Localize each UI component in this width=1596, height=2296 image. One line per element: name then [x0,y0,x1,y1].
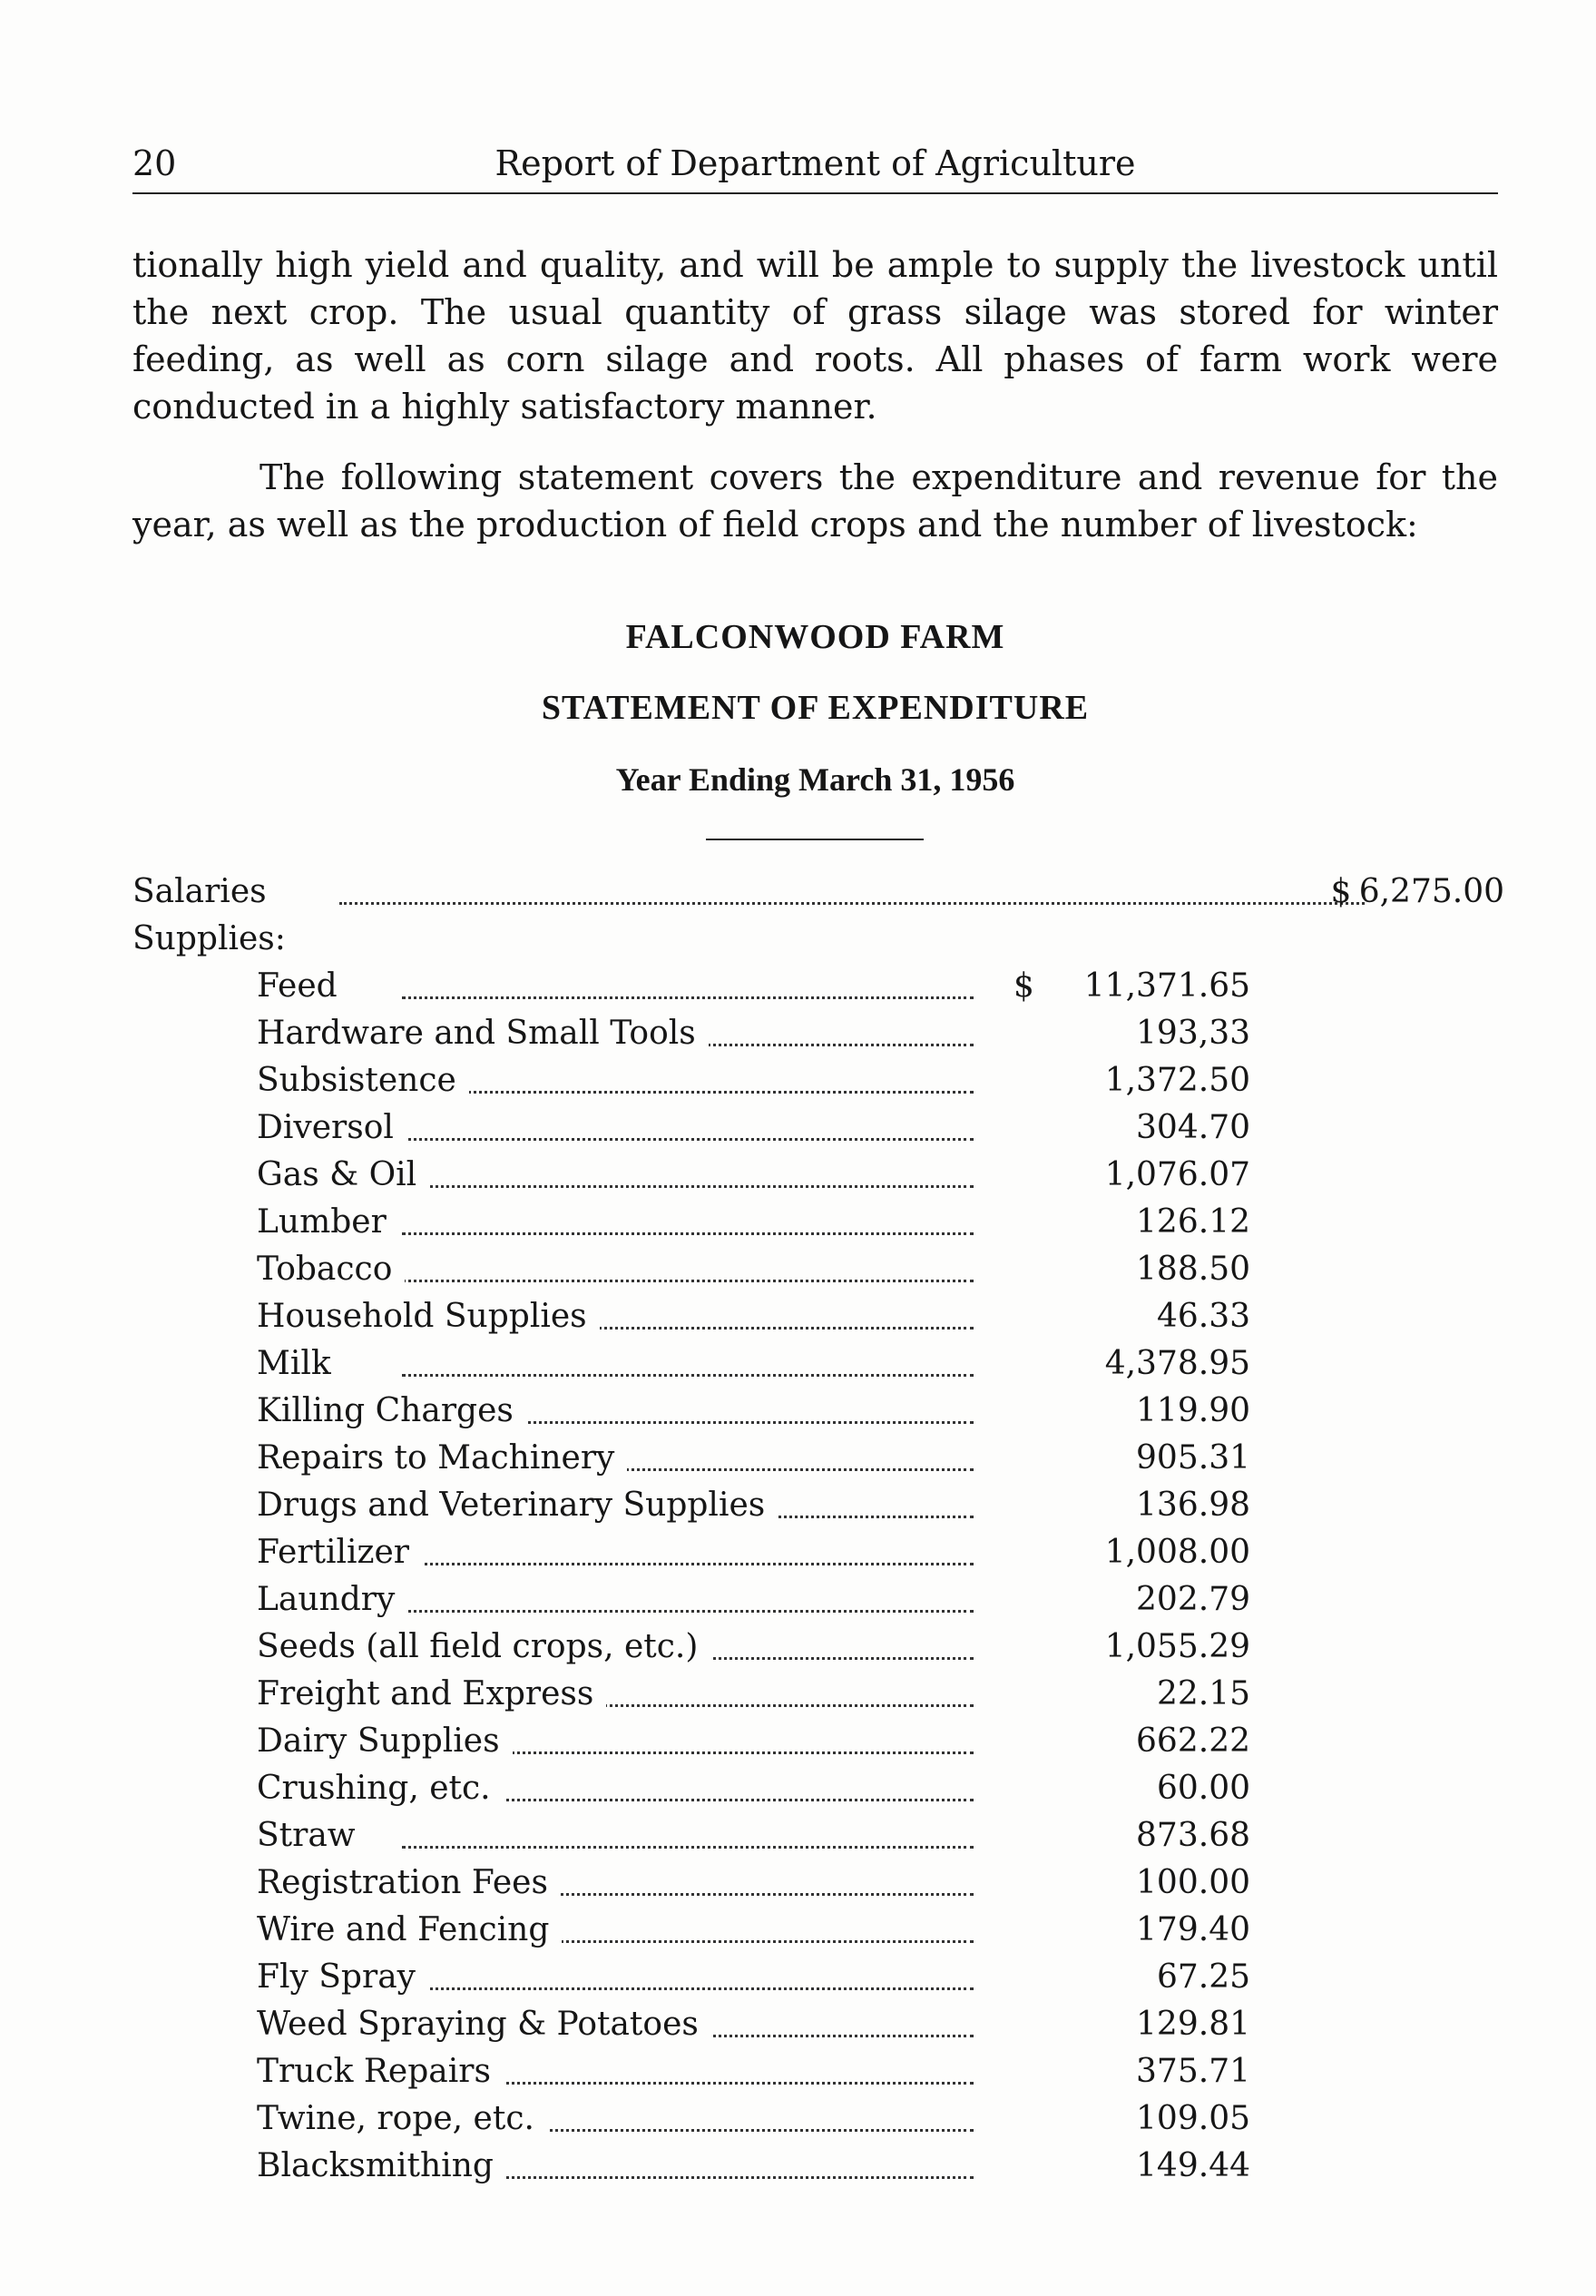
expenditure-row [257,2147,1250,2194]
expenditure-row [257,1770,1250,1817]
expenditure-row [257,2053,1250,2100]
expenditure-amount: 149.44 [1136,2147,1250,2184]
page-number: 20 [132,143,177,183]
dot-leader [402,1846,974,1849]
supplies-list [257,967,1250,2194]
expenditure-amount: 4,378.95 [1104,1345,1250,1382]
expenditure-amount: 188.50 [1136,1251,1250,1288]
expenditure-amount: 126.12 [1136,1203,1250,1241]
expenditure-amount: 1,008.00 [1104,1534,1250,1571]
expenditure-row [257,1534,1250,1581]
expenditure-row [257,1487,1250,1534]
expenditure-amount: 202.79 [1136,1581,1250,1618]
expenditure-amount: 304.70 [1136,1109,1250,1146]
expenditure-row [257,1015,1250,1062]
expenditure-amount: 129.81 [1136,2006,1250,2043]
dot-leader [402,1232,974,1235]
expenditure-amount: 179.40 [1136,1911,1250,1948]
expenditure-amount: 22.15 [1156,1675,1250,1712]
expenditure-row [257,1156,1250,1203]
expenditure-label: Freight and Express [257,1675,606,1712]
body-paragraph-2: The following statement covers the expenditure and revenue for the year, as well as the production of field crops and the number of livestock: [132,457,1498,545]
expenditure-label: Laundry [257,1581,407,1618]
dot-leader [402,1185,974,1188]
expenditure-row [257,1864,1250,1911]
expenditure-label: Tobacco [257,1251,405,1288]
expenditure-amount: 119.90 [1136,1392,1250,1429]
currency-sign: $ [1013,967,1034,1005]
expenditure-label: Household Supplies [257,1298,600,1335]
expenditure-label: Drugs and Veterinary Supplies [257,1487,778,1524]
expenditure-amount: 11,371.65 [1083,967,1250,1005]
dot-leader [402,1280,974,1282]
expenditure-row [257,1345,1250,1392]
expenditure-amount: 193,33 [1136,1015,1250,1052]
expenditure-amount: 67.25 [1156,1958,1250,1996]
expenditure-label: Blacksmithing [257,2147,506,2184]
expenditure-row [257,1675,1250,1722]
expenditure-amount: 1,372.50 [1104,1062,1250,1099]
expenditure-label: Killing Charges [257,1392,526,1429]
page-header [132,138,1498,194]
expenditure-label: Lumber [257,1203,399,1241]
expenditure-row [257,1628,1250,1675]
supplies-label: Supplies: [132,920,286,957]
heading-rule [706,839,924,840]
expenditure-label: Truck Repairs [257,2053,504,2090]
expenditure-amount: 136.98 [1136,1487,1250,1524]
expenditure-label: Weed Spraying & Potatoes [257,2006,711,2043]
expenditure-row [257,1817,1250,1864]
expenditure-label: Milk [257,1345,344,1382]
expenditure-amount: 1,076.07 [1104,1156,1250,1193]
statement-period: Year Ending March 31, 1956 [615,761,1015,798]
expenditure-amount: 109.05 [1136,2100,1250,2137]
salaries-label: Salaries [132,873,267,910]
expenditure-row [257,1251,1250,1298]
expenditure-row [257,1439,1250,1487]
expenditure-amount: 46.33 [1156,1298,1250,1335]
farm-name-heading: FALCONWOOD FARM [625,618,1005,656]
expenditure-row [257,1958,1250,2006]
expenditure-row [257,1722,1250,1770]
expenditure-label: Gas & Oil [257,1156,429,1193]
expenditure-label: Repairs to Machinery [257,1439,627,1477]
expenditure-label: Registration Fees [257,1864,561,1901]
dot-leader [339,902,1365,905]
expenditure-row [257,1109,1250,1156]
expenditure-row [257,1203,1250,1251]
statement-title: STATEMENT OF EXPENDITURE [541,689,1090,727]
expenditure-amount: 905.31 [1136,1439,1250,1477]
expenditure-amount: 873.68 [1136,1817,1250,1854]
currency-sign: $ [1330,873,1352,910]
expenditure-row [257,967,1250,1015]
expenditure-label: Fly Spray [257,1958,428,1996]
expenditure-label: Crushing, etc. [257,1770,504,1807]
dot-leader [402,1610,974,1613]
running-head: Report of Department of Agriculture [494,143,1136,183]
dot-leader [402,1091,974,1094]
expenditure-amount: 60.00 [1156,1770,1250,1807]
expenditure-label: Subsistence [257,1062,469,1099]
dot-leader [402,1563,974,1565]
expenditure-row [257,1392,1250,1439]
dot-leader [402,1138,974,1141]
expenditure-row [257,2100,1250,2147]
dot-leader [402,996,974,999]
expenditure-label: Wire and Fencing [257,1911,562,1948]
dot-leader [402,1374,974,1377]
expenditure-amount: 375.71 [1136,2053,1250,2090]
expenditure-label: Twine, rope, etc. [257,2100,547,2137]
salaries-amount: 6,275.00 [1358,873,1504,910]
expenditure-row [257,1581,1250,1628]
expenditure-label: Dairy Supplies [257,1722,513,1760]
expenditure-label: Diversol [257,1109,406,1146]
expenditure-amount: 662.22 [1136,1722,1250,1760]
expenditure-label: Fertilizer [257,1534,422,1571]
expenditure-amount: 1,055.29 [1104,1628,1250,1665]
expenditure-row [257,1062,1250,1109]
dot-leader [402,1987,974,1990]
expenditure-label: Hardware and Small Tools [257,1015,709,1052]
expenditure-row [257,1911,1250,1958]
expenditure-label: Seeds (all field crops, etc.) [257,1628,710,1665]
expenditure-row [257,1298,1250,1345]
expenditure-amount: 100.00 [1136,1864,1250,1901]
expenditure-label: Straw [257,1817,368,1854]
expenditure-label: Feed [257,967,350,1005]
body-paragraph-1: tionally high yield and quality, and will be ample to supply the livestock until the next crop. The usual quantity of grass silage was stored for winter feeding, as well as corn silage and roots. All phases of farm work were conducted in a highly satisfactory manner. [132,245,1498,427]
expenditure-row [257,2006,1250,2053]
salaries-row [132,873,1504,920]
